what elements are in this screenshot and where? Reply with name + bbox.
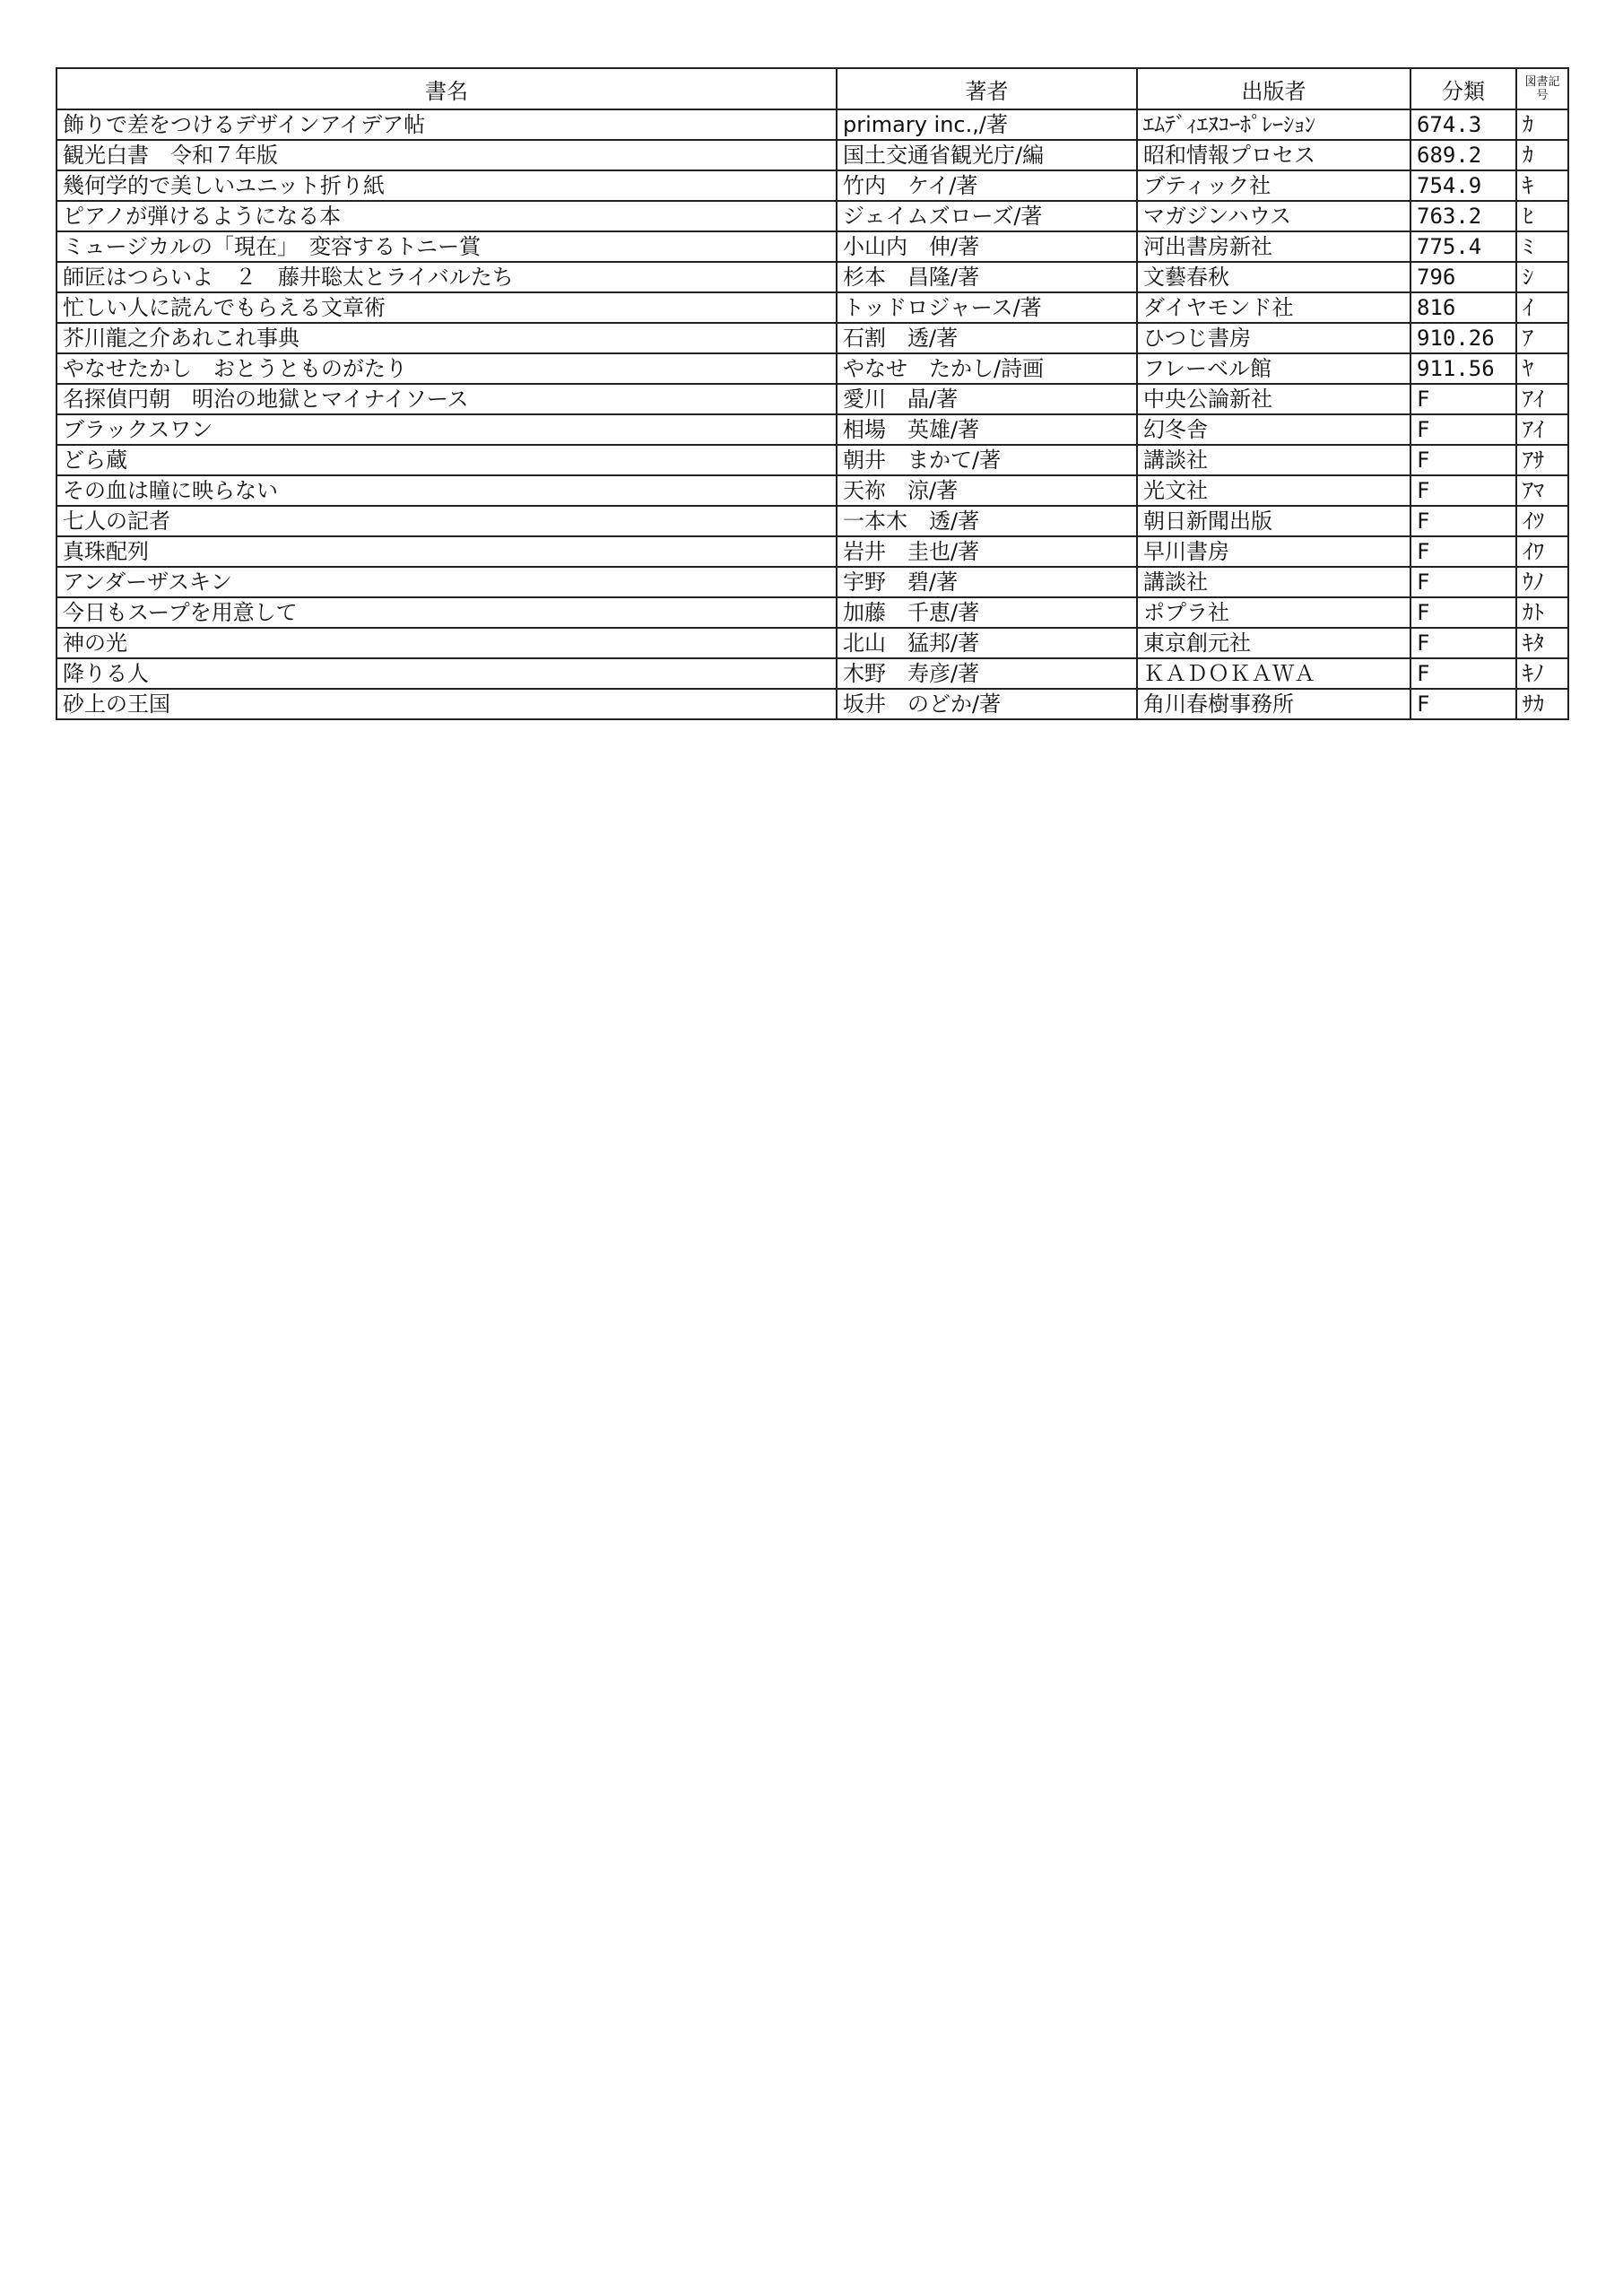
cell-mark: ｱ — [1516, 323, 1568, 353]
cell-title: 師匠はつらいよ ２ 藤井聡太とライバルたち — [56, 262, 837, 292]
cell-publisher: 講談社 — [1137, 445, 1410, 475]
book-list-sheet — [56, 67, 1567, 720]
cell-classification: F — [1410, 414, 1516, 445]
cell-classification: 674.3 — [1410, 109, 1516, 140]
header-mark: 図書記号 — [1516, 68, 1568, 109]
cell-title: 今日もスープを用意して — [56, 597, 837, 628]
cell-author: 小山内 伸/著 — [837, 231, 1137, 262]
table-body — [56, 109, 1568, 719]
cell-author: 岩井 圭也/著 — [837, 536, 1137, 567]
table-row — [56, 384, 1568, 414]
cell-publisher: 幻冬舎 — [1137, 414, 1410, 445]
cell-mark: ﾋ — [1516, 201, 1568, 231]
cell-publisher: 河出書房新社 — [1137, 231, 1410, 262]
cell-author: 朝井 まかて/著 — [837, 445, 1137, 475]
table-row — [56, 567, 1568, 597]
cell-mark: ｶ — [1516, 140, 1568, 170]
table-row — [56, 201, 1568, 231]
cell-publisher: 朝日新聞出版 — [1137, 506, 1410, 536]
cell-mark: ｱｲ — [1516, 384, 1568, 414]
cell-mark: ｶﾄ — [1516, 597, 1568, 628]
header-author: 著者 — [837, 68, 1137, 109]
table-row — [56, 170, 1568, 201]
cell-author: 北山 猛邦/著 — [837, 628, 1137, 658]
cell-author: 木野 寿彦/著 — [837, 658, 1137, 689]
cell-classification: F — [1410, 689, 1516, 719]
cell-mark: ｲﾜ — [1516, 536, 1568, 567]
cell-publisher: 角川春樹事務所 — [1137, 689, 1410, 719]
cell-publisher: 光文社 — [1137, 475, 1410, 506]
cell-classification: F — [1410, 445, 1516, 475]
header-classification: 分類 — [1410, 68, 1516, 109]
cell-title: ブラックスワン — [56, 414, 837, 445]
cell-title: 砂上の王国 — [56, 689, 837, 719]
cell-classification: 911.56 — [1410, 353, 1516, 384]
cell-classification: 775.4 — [1410, 231, 1516, 262]
table-row — [56, 628, 1568, 658]
cell-mark: ｱﾏ — [1516, 475, 1568, 506]
cell-classification: 816 — [1410, 292, 1516, 323]
cell-publisher: 早川書房 — [1137, 536, 1410, 567]
table-row — [56, 658, 1568, 689]
cell-title: 観光白書 令和７年版 — [56, 140, 837, 170]
header-publisher: 出版者 — [1137, 68, 1410, 109]
cell-title: 神の光 — [56, 628, 837, 658]
cell-publisher: 昭和情報プロセス — [1137, 140, 1410, 170]
cell-mark: ｷﾀ — [1516, 628, 1568, 658]
cell-author: 愛川 晶/著 — [837, 384, 1137, 414]
cell-author: 竹内 ケイ/著 — [837, 170, 1137, 201]
cell-classification: 754.9 — [1410, 170, 1516, 201]
table-row — [56, 506, 1568, 536]
cell-title: 幾何学的で美しいユニット折り紙 — [56, 170, 837, 201]
table-row — [56, 536, 1568, 567]
cell-classification: F — [1410, 597, 1516, 628]
cell-title: どら蔵 — [56, 445, 837, 475]
cell-classification: 689.2 — [1410, 140, 1516, 170]
table-row — [56, 109, 1568, 140]
cell-title: やなせたかし おとうとものがたり — [56, 353, 837, 384]
cell-mark: ｳﾉ — [1516, 567, 1568, 597]
cell-mark: ｷ — [1516, 170, 1568, 201]
header-title: 書名 — [56, 68, 837, 109]
cell-publisher: 中央公論新社 — [1137, 384, 1410, 414]
cell-publisher: ダイヤモンド社 — [1137, 292, 1410, 323]
cell-mark: ｲﾂ — [1516, 506, 1568, 536]
table-row — [56, 262, 1568, 292]
cell-mark: ｶ — [1516, 109, 1568, 140]
cell-title: ピアノが弾けるようになる本 — [56, 201, 837, 231]
cell-publisher: ブティック社 — [1137, 170, 1410, 201]
table-row — [56, 445, 1568, 475]
table-row — [56, 597, 1568, 628]
cell-author: やなせ たかし/詩画 — [837, 353, 1137, 384]
book-table — [56, 67, 1569, 720]
cell-author: 石割 透/著 — [837, 323, 1137, 353]
cell-publisher: ポプラ社 — [1137, 597, 1410, 628]
cell-publisher: ＫＡＤＯＫＡＷＡ — [1137, 658, 1410, 689]
cell-publisher: マガジンハウス — [1137, 201, 1410, 231]
cell-title: 名探偵円朝 明治の地獄とマイナイソース — [56, 384, 837, 414]
cell-publisher: 講談社 — [1137, 567, 1410, 597]
cell-classification: F — [1410, 475, 1516, 506]
cell-title: 芥川龍之介あれこれ事典 — [56, 323, 837, 353]
cell-author: 天祢 涼/著 — [837, 475, 1137, 506]
table-row — [56, 689, 1568, 719]
table-row — [56, 414, 1568, 445]
cell-mark: ｻｶ — [1516, 689, 1568, 719]
cell-classification: F — [1410, 536, 1516, 567]
cell-author: 加藤 千恵/著 — [837, 597, 1137, 628]
cell-author: トッドロジャース/著 — [837, 292, 1137, 323]
cell-title: 降りる人 — [56, 658, 837, 689]
cell-title: アンダーザスキン — [56, 567, 837, 597]
cell-classification: F — [1410, 506, 1516, 536]
cell-mark: ﾐ — [1516, 231, 1568, 262]
cell-title: 飾りで差をつけるデザインアイデア帖 — [56, 109, 837, 140]
cell-publisher: 東京創元社 — [1137, 628, 1410, 658]
cell-author: 一本木 透/著 — [837, 506, 1137, 536]
cell-classification: 910.26 — [1410, 323, 1516, 353]
header-row — [56, 68, 1568, 109]
cell-author: primary inc.,/著 — [837, 109, 1137, 140]
table-row — [56, 292, 1568, 323]
cell-classification: F — [1410, 384, 1516, 414]
cell-classification: 796 — [1410, 262, 1516, 292]
cell-author: ジェイムズローズ/著 — [837, 201, 1137, 231]
cell-classification: F — [1410, 567, 1516, 597]
cell-publisher: フレーベル館 — [1137, 353, 1410, 384]
cell-title: 忙しい人に読んでもらえる文章術 — [56, 292, 837, 323]
cell-mark: ｷﾉ — [1516, 658, 1568, 689]
table-row — [56, 323, 1568, 353]
cell-publisher: ｴﾑﾃﾞｨｴﾇｺｰﾎﾟﾚｰｼｮﾝ — [1137, 109, 1410, 140]
cell-mark: ｲ — [1516, 292, 1568, 323]
table-row — [56, 353, 1568, 384]
cell-title: その血は瞳に映らない — [56, 475, 837, 506]
cell-author: 坂井 のどか/著 — [837, 689, 1137, 719]
cell-publisher: ひつじ書房 — [1137, 323, 1410, 353]
cell-classification: 763.2 — [1410, 201, 1516, 231]
cell-mark: ﾔ — [1516, 353, 1568, 384]
cell-title: 七人の記者 — [56, 506, 837, 536]
table-row — [56, 475, 1568, 506]
cell-classification: F — [1410, 658, 1516, 689]
table-row — [56, 231, 1568, 262]
cell-mark: ｼ — [1516, 262, 1568, 292]
cell-title: ミュージカルの「現在」 変容するトニー賞 — [56, 231, 837, 262]
cell-title: 真珠配列 — [56, 536, 837, 567]
table-row — [56, 140, 1568, 170]
cell-author: 宇野 碧/著 — [837, 567, 1137, 597]
cell-author: 杉本 昌隆/著 — [837, 262, 1137, 292]
cell-mark: ｱｻ — [1516, 445, 1568, 475]
cell-classification: F — [1410, 628, 1516, 658]
cell-publisher: 文藝春秋 — [1137, 262, 1410, 292]
cell-author: 国土交通省観光庁/編 — [837, 140, 1137, 170]
cell-mark: ｱｲ — [1516, 414, 1568, 445]
cell-author: 相場 英雄/著 — [837, 414, 1137, 445]
